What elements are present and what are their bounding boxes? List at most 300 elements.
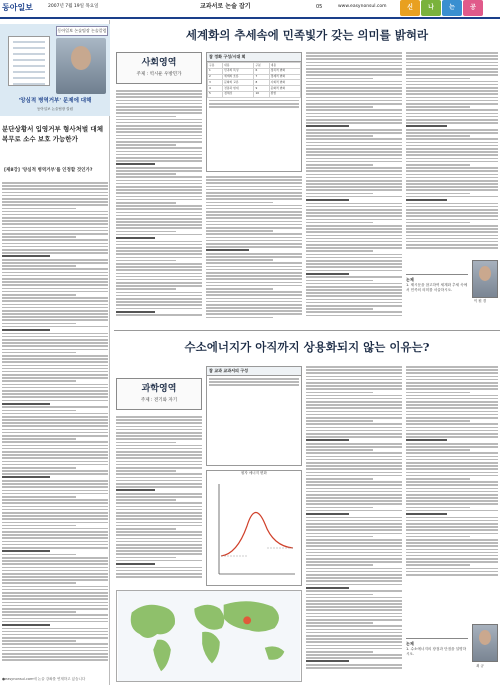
text-line (2, 255, 50, 257)
text-line (116, 480, 202, 482)
text-line (116, 550, 202, 552)
text-line (306, 616, 402, 618)
article1-questions-head: 논제 (406, 277, 414, 282)
text-line (306, 132, 402, 134)
text-line (2, 486, 108, 488)
article1-ref-table (206, 52, 302, 172)
text-line (406, 212, 498, 214)
text-line (2, 377, 108, 379)
text-line (206, 272, 302, 274)
text-line (306, 222, 373, 224)
text-line (406, 465, 498, 467)
text-line (306, 106, 373, 108)
text-line (2, 227, 108, 229)
text-line (406, 398, 498, 400)
text-line (306, 385, 402, 387)
text-line (206, 275, 302, 277)
text-line (306, 135, 373, 137)
text-line (306, 632, 402, 634)
text-line (306, 491, 402, 493)
text-line (116, 534, 202, 536)
text-line (306, 122, 402, 124)
text-line (406, 472, 498, 474)
text-line (116, 186, 202, 188)
left-body-text (2, 182, 108, 677)
text-line (2, 400, 108, 402)
series-badges (400, 0, 483, 16)
text-line (2, 640, 76, 642)
text-line (406, 430, 498, 432)
text-line (206, 246, 302, 248)
text-line (116, 170, 202, 172)
text-line (2, 310, 108, 312)
text-line (306, 629, 402, 631)
text-line (2, 272, 108, 274)
text-line (406, 215, 498, 217)
text-line (406, 231, 498, 233)
text-line (406, 58, 498, 60)
text-line (116, 269, 202, 271)
text-line (406, 78, 470, 80)
text-line (206, 307, 302, 309)
promo-caption: '앙심적 병역거부' 문제에 대해 (18, 98, 92, 104)
text-line (306, 622, 373, 624)
text-line (406, 536, 470, 538)
text-line (2, 284, 108, 286)
text-line (306, 164, 373, 166)
text-line (306, 177, 402, 179)
text-line (2, 483, 108, 485)
text-line (2, 419, 108, 421)
text-line (2, 352, 76, 354)
text-line (116, 419, 202, 421)
section-title: 교과서로 논술 잡기 (200, 3, 251, 10)
text-line (306, 478, 373, 480)
text-line (306, 660, 349, 662)
text-line (306, 494, 402, 496)
page-number: 05 (316, 4, 323, 10)
text-line (306, 209, 402, 211)
text-line (206, 310, 302, 312)
text-line (306, 250, 373, 252)
text-line (116, 473, 202, 475)
article2-theme: 주제 : 전기와 자기 (140, 398, 178, 403)
text-line (206, 208, 302, 210)
text-line (406, 488, 498, 490)
text-line (2, 211, 108, 213)
text-line (406, 423, 498, 425)
text-line (116, 116, 176, 118)
text-line (116, 308, 202, 310)
text-line (306, 561, 402, 563)
text-line (306, 414, 402, 416)
text-line (406, 170, 498, 172)
left-column (0, 20, 110, 685)
text-line (306, 539, 402, 541)
text-line (306, 657, 402, 659)
text-line (2, 208, 76, 210)
text-line (116, 547, 202, 549)
text-line (306, 545, 402, 547)
text-line (2, 246, 108, 248)
text-line (306, 382, 402, 384)
text-line (406, 564, 470, 566)
text-line (2, 618, 108, 620)
text-line (116, 257, 202, 259)
text-line (2, 653, 108, 655)
text-line (306, 90, 402, 92)
text-line (306, 436, 402, 438)
text-line (2, 554, 76, 556)
text-line (406, 542, 498, 544)
text-line (406, 199, 447, 201)
text-line (2, 319, 108, 321)
text-line (306, 520, 402, 522)
text-line (306, 113, 402, 115)
article1-col4 (406, 52, 498, 258)
text-line (406, 71, 498, 73)
article2-questions-text: 1. 수소에너지의 장점과 단점을 설명하시오. (406, 647, 467, 656)
text-line (116, 241, 202, 243)
text-line (406, 238, 498, 240)
text-line (406, 513, 447, 515)
text-line (306, 151, 402, 153)
text-line (2, 307, 108, 309)
issue-date: 2007년 7월 19일 목요일 (48, 4, 99, 9)
text-line (116, 553, 202, 555)
text-line (306, 273, 349, 275)
text-line (306, 641, 402, 643)
promo-subcaption: 동아일보 논술팀장 칼럼 (36, 107, 74, 111)
text-line (2, 259, 108, 261)
text-line (116, 138, 202, 140)
text-line (406, 552, 498, 554)
text-line (306, 536, 373, 538)
text-line (2, 628, 108, 630)
text-line (116, 506, 202, 508)
text-line (406, 462, 498, 464)
text-line (406, 497, 498, 499)
text-line (306, 510, 402, 512)
text-line (116, 205, 202, 207)
text-line (116, 563, 155, 565)
text-line (206, 202, 273, 204)
text-line (306, 507, 373, 509)
text-line (306, 84, 402, 86)
text-line (206, 262, 302, 264)
text-line (116, 192, 202, 194)
text-line (206, 195, 302, 197)
text-line (306, 423, 402, 425)
text-line (306, 500, 402, 502)
text-line (2, 220, 108, 222)
text-line (2, 518, 108, 520)
page-header (0, 0, 500, 16)
text-line (306, 116, 402, 118)
text-line (306, 564, 373, 566)
text-line (406, 468, 498, 470)
text-line (406, 145, 498, 147)
text-line (206, 304, 302, 306)
text-line (306, 65, 402, 67)
energy-diagram-title: 원자 에너지 변화 (241, 471, 267, 475)
text-line (2, 432, 108, 434)
text-line (2, 300, 108, 302)
text-line (306, 635, 402, 637)
text-line (406, 555, 498, 557)
text-line (306, 484, 402, 486)
text-line (306, 651, 373, 653)
text-line (2, 605, 108, 607)
text-line (209, 378, 299, 380)
text-line (206, 313, 302, 315)
text-line (2, 509, 108, 511)
text-line (306, 430, 402, 432)
text-line (306, 465, 402, 467)
text-line (116, 557, 176, 559)
article2-subject: 과학영역 (141, 384, 177, 394)
text-line (2, 358, 108, 360)
text-line (306, 472, 402, 474)
text-line (306, 196, 402, 198)
text-line (2, 278, 108, 280)
text-line (2, 371, 108, 373)
article2-author-photo (472, 624, 498, 662)
text-line (306, 503, 402, 505)
text-line (306, 446, 402, 448)
text-line (406, 452, 498, 454)
text-line (2, 333, 108, 335)
text-line (116, 538, 202, 540)
text-line (2, 291, 108, 293)
text-line (2, 537, 108, 539)
text-line (116, 435, 202, 437)
text-line (2, 201, 108, 203)
text-line (2, 361, 108, 363)
text-line (2, 643, 108, 645)
text-line (2, 528, 108, 530)
text-line (2, 393, 108, 395)
text-line (406, 164, 470, 166)
text-line (306, 417, 402, 419)
text-line (2, 576, 108, 578)
text-line (2, 374, 108, 376)
text-line (406, 475, 498, 477)
text-line (206, 240, 302, 242)
text-line (206, 176, 302, 178)
text-line (406, 382, 498, 384)
text-line (116, 544, 202, 546)
text-line (2, 294, 76, 296)
text-line (306, 238, 402, 240)
text-line (116, 163, 155, 165)
text-line (116, 301, 202, 303)
columnist-photo (56, 38, 106, 94)
text-line (116, 496, 202, 498)
text-line (206, 301, 302, 303)
text-line (116, 144, 176, 146)
text-line (306, 225, 402, 227)
text-line (306, 247, 402, 249)
text-line (2, 567, 108, 569)
text-line (306, 193, 373, 195)
text-line (116, 263, 202, 265)
text-line (306, 161, 402, 163)
text-line (306, 158, 402, 160)
text-line (116, 528, 176, 530)
article2-col3 (306, 366, 402, 682)
text-line (306, 613, 402, 615)
text-line (2, 323, 76, 325)
text-line (116, 489, 155, 491)
text-line (116, 96, 202, 98)
text-line (406, 119, 498, 121)
text-line (406, 138, 498, 140)
text-line (306, 606, 402, 608)
text-line (2, 188, 108, 190)
text-line (2, 230, 108, 232)
text-line (406, 74, 498, 76)
text-line (306, 87, 402, 89)
article2-ref-box (206, 366, 302, 466)
text-line (306, 645, 402, 647)
site-url: www.easynonsul.com (338, 4, 387, 9)
text-line (2, 499, 108, 501)
text-line (306, 568, 402, 570)
promo-tag: 동아일보 논술팀장 논술칼럼 (56, 26, 108, 36)
text-line (306, 125, 349, 127)
text-line (116, 218, 202, 220)
article1-table: 구분 내용 구분 내용 1 민족의 특성 6 정치적 변화 2 세계의 흐름 7 경제적 변화 3 문화의 교류 8 사회적 변화 4 전통과 현대 9 문화적 변화 5 정체성 10 종합 (207, 62, 301, 98)
booklet-image (8, 36, 50, 86)
text-line (406, 526, 498, 528)
text-line (2, 595, 108, 597)
text-line (306, 170, 402, 172)
text-line (2, 608, 108, 610)
text-line (306, 276, 402, 278)
text-line (406, 549, 498, 551)
text-line (2, 368, 108, 370)
text-line (116, 295, 202, 297)
text-line (306, 263, 402, 265)
text-line (116, 167, 202, 169)
text-line (2, 493, 108, 495)
text-line (406, 87, 498, 89)
text-line (2, 304, 108, 306)
text-line (2, 611, 76, 613)
text-line (2, 192, 108, 194)
text-line (306, 212, 402, 214)
text-line (306, 584, 402, 586)
text-line (2, 476, 50, 478)
text-line (116, 509, 202, 511)
text-line (116, 525, 202, 527)
text-line (206, 186, 302, 188)
text-line (116, 151, 202, 153)
text-line (2, 547, 108, 549)
text-line (2, 297, 108, 299)
text-line (306, 533, 402, 535)
text-line (206, 317, 273, 319)
text-line (2, 624, 50, 626)
text-line (406, 177, 498, 179)
text-line (306, 542, 402, 544)
text-line (406, 417, 498, 419)
text-line (406, 392, 470, 394)
text-line (306, 254, 402, 256)
text-line (206, 227, 302, 229)
text-line (116, 573, 202, 575)
text-line (116, 522, 202, 524)
text-line (306, 420, 373, 422)
text-line (306, 407, 402, 409)
text-line (306, 292, 402, 294)
text-line (116, 457, 202, 459)
text-line (306, 103, 402, 105)
text-line (306, 395, 402, 397)
text-line (206, 269, 302, 271)
text-line (306, 404, 402, 406)
text-line (406, 103, 498, 105)
text-line (206, 294, 302, 296)
text-line (116, 518, 202, 520)
text-line (306, 376, 402, 378)
text-line (2, 656, 108, 658)
text-line (116, 451, 202, 453)
text-line (306, 600, 402, 602)
text-line (306, 299, 402, 301)
text-line (406, 433, 498, 435)
text-line (2, 198, 108, 200)
text-line (306, 664, 402, 666)
text-line (2, 451, 108, 453)
text-line (306, 62, 402, 64)
article2-ref-lines (207, 376, 301, 388)
text-line (306, 654, 402, 656)
text-line (406, 385, 498, 387)
text-line (206, 182, 302, 184)
text-line (2, 204, 108, 206)
text-line (306, 488, 402, 490)
text-line (116, 147, 202, 149)
text-line (116, 477, 202, 479)
text-line (306, 244, 402, 246)
text-line (2, 441, 108, 443)
text-line (206, 256, 302, 258)
left-footer: ●easynonsul.com에 논술 강좌를 연재하고 있습니다 (2, 677, 86, 681)
text-line (406, 154, 498, 156)
text-line (406, 439, 447, 441)
text-line (2, 582, 76, 584)
text-line (406, 247, 498, 249)
text-line (406, 529, 498, 531)
text-line (406, 558, 498, 560)
text-line (2, 534, 108, 536)
text-line (306, 433, 402, 435)
text-line (2, 262, 108, 264)
text-line (406, 122, 498, 124)
text-line (306, 439, 349, 441)
text-line (306, 462, 402, 464)
text-line (116, 250, 202, 252)
text-line (206, 211, 302, 213)
text-line (116, 122, 202, 124)
text-line (116, 199, 202, 201)
text-line (116, 454, 202, 456)
text-line (116, 131, 202, 133)
text-line (2, 490, 108, 492)
text-line (306, 452, 402, 454)
